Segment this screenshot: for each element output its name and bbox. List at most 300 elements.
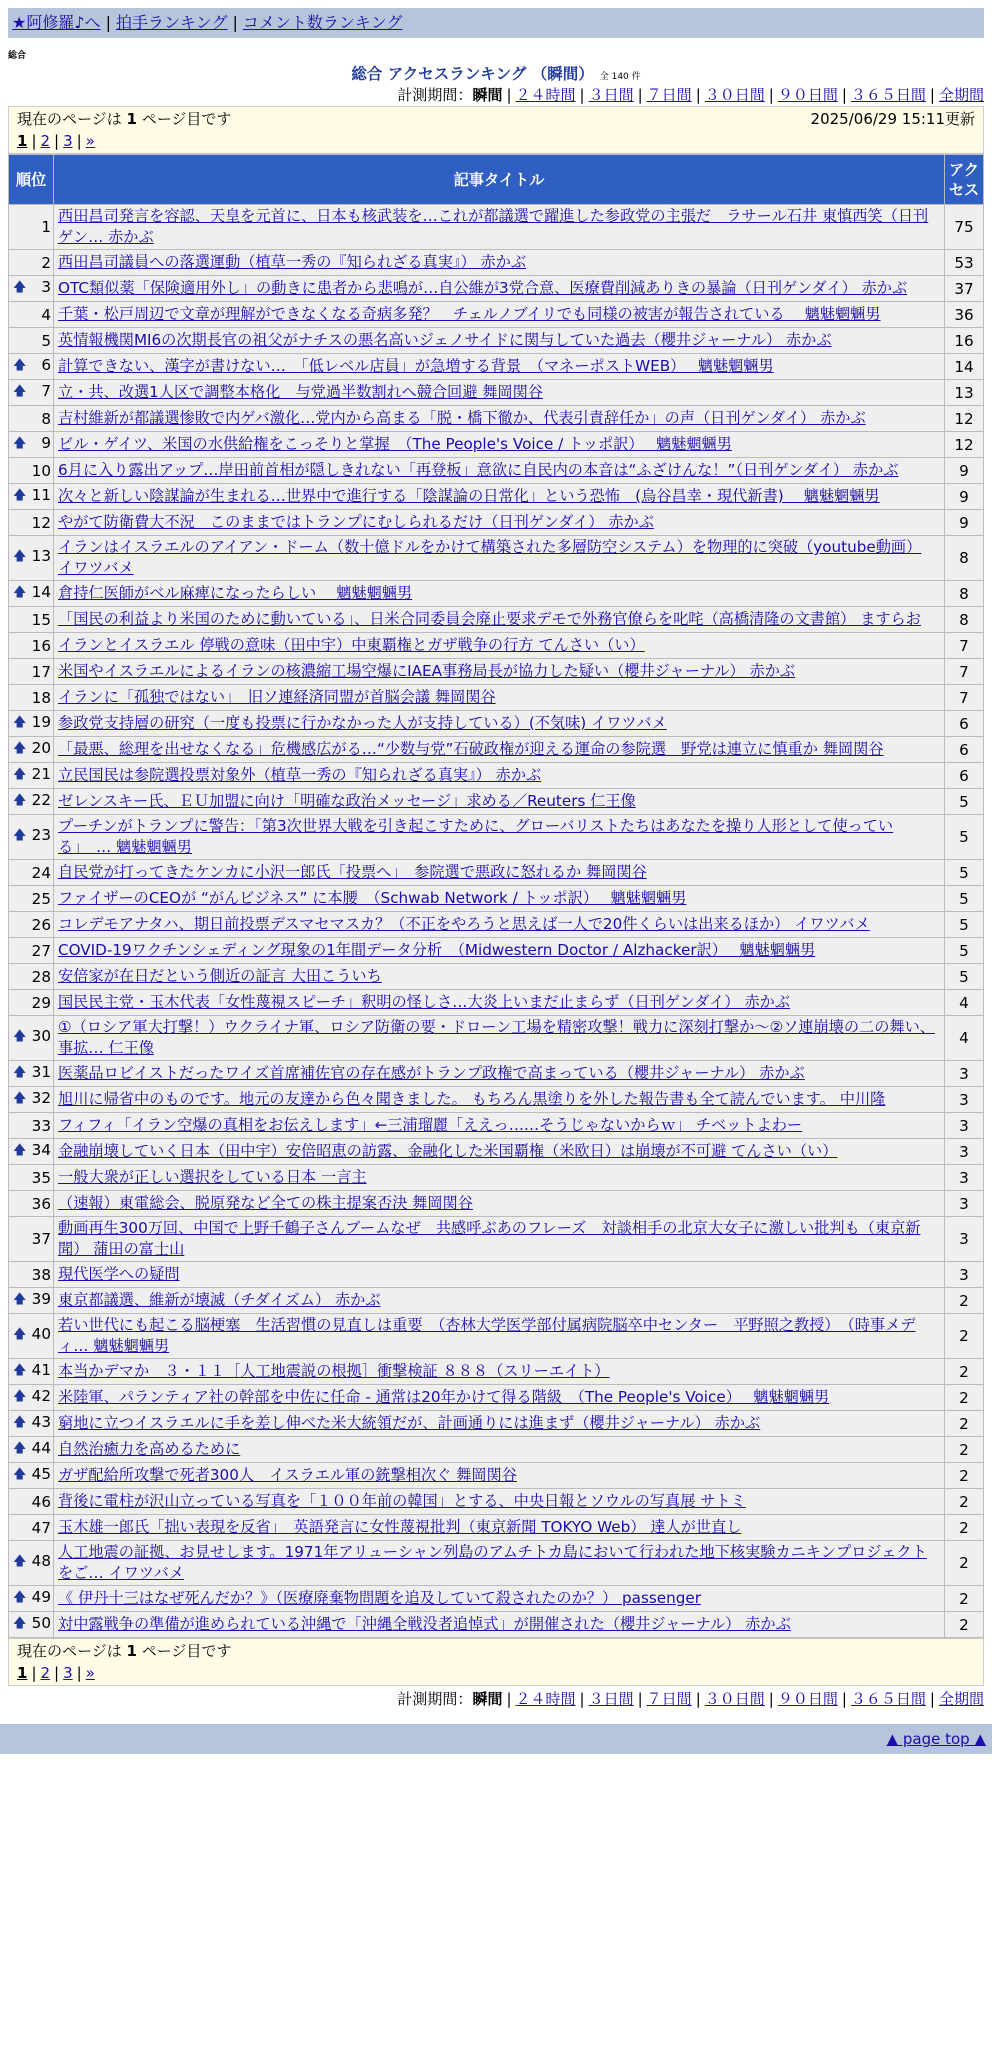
access-count: 5 (945, 815, 984, 860)
article-link[interactable]: 倉持仁医師がベル麻痺になったらしい 魑魅魍魎男 (58, 584, 413, 602)
title-cell (54, 860, 945, 886)
access-header: アクセス (945, 155, 984, 205)
article-link[interactable]: 人工地震の証拠、お見せします。1971年アリューシャン列島のアムチトカ島において行われた地下核実験カニキンプロジェクトをご… イワツバメ (58, 1543, 927, 1582)
article-link[interactable]: 《 伊丹十三はなぜ死んだか？》（医療廃棄物問題を追及していて殺されたのか？） passenger (58, 1589, 701, 1607)
article-link[interactable]: 玉木雄一郎氏「拙い表現を反省」 英語発言に女性蔑視批判（東京新聞 TOKYO Web） 達人が世直し (58, 1518, 742, 1536)
rank-number: 5 (41, 331, 51, 350)
access-count: 13 (945, 380, 984, 406)
article-link[interactable]: 現代医学への疑問 (58, 1265, 180, 1283)
period-option[interactable]: ２４時間 (515, 86, 576, 104)
table-row (9, 380, 984, 406)
page-top-link[interactable]: ▲ page top ▲ (886, 1730, 986, 1748)
up-arrow-icon: 🡅 (13, 828, 27, 843)
rank-cell (9, 328, 54, 354)
access-count: 5 (945, 964, 984, 990)
rank-number: 40 (31, 1325, 51, 1343)
rank-cell (9, 990, 54, 1016)
rank-number: 9 (41, 433, 51, 452)
period-sep: | (929, 1690, 935, 1708)
up-arrow-icon: 🡅 (13, 487, 27, 503)
article-link[interactable]: 自然治癒力を高めるために (58, 1440, 241, 1458)
period-sep: | (841, 1690, 847, 1708)
article-link[interactable]: プーチンがトランプに警告：「第3次世界大戦を引き起こすために、グローバリストたちはあなたを操り人形として使っている」 … 魑魅魍魎男 (58, 817, 894, 856)
page-sep: | (76, 1664, 82, 1682)
period-sep: | (695, 1690, 701, 1708)
period-selector-bottom (8, 1688, 984, 1710)
period-option[interactable]: ３０日間 (704, 86, 765, 104)
title-cell (54, 1016, 945, 1061)
article-link[interactable]: 米国やイスラエルによるイランの核濃縮工場空爆にIAEA事務局長が協力した疑い（櫻井ジャーナル） 赤かぶ (58, 662, 796, 680)
next-page-link[interactable]: » (85, 132, 95, 150)
rank-number: 32 (31, 1088, 51, 1107)
rank-cell (9, 510, 54, 536)
table-row (9, 1463, 984, 1489)
article-link[interactable]: ファイザーのCEOが “がんビジネス” に本腰 （Schwab Network / トッポ訳） 魑魅魍魎男 (58, 889, 687, 907)
next-page-link[interactable]: » (85, 1664, 95, 1682)
title-cell (54, 815, 945, 860)
table-row (9, 205, 984, 250)
page-num: 1 (126, 110, 137, 128)
rank-number: 6 (41, 355, 51, 374)
period-option[interactable]: ２４時間 (515, 1690, 576, 1708)
updated-time: 2025/06/29 15:11更新 (810, 110, 975, 128)
article-link[interactable]: 6月に入り露出アップ…岸田前首相が隠しきれない「再登板」意欲に自民内の本音は“ふざけんな！”（日刊ゲンダイ） 赤かぶ (58, 461, 899, 479)
article-link[interactable]: コレデモアナタハ、期日前投票デスマセマスカ？（不正をやろうと思えば一人で20件くらいは出来るほか） イワツバメ (58, 915, 870, 933)
table-row (9, 250, 984, 276)
title-header: 記事タイトル (54, 155, 945, 205)
clap-ranking-link[interactable]: 拍手ランキング (115, 13, 228, 32)
page-suffix: ページ目です (136, 1642, 232, 1660)
period-sep: | (768, 1690, 774, 1708)
page-link[interactable]: 2 (40, 132, 51, 150)
period-sep: | (637, 86, 643, 104)
category-label: 総合 (8, 51, 27, 61)
rank-cell (9, 250, 54, 276)
article-link[interactable]: 自民党が打ってきたケンカに小沢一郎氏「投票へ」 参院選で悪政に怒れるか 舞岡関谷 (58, 863, 647, 881)
period-option[interactable]: ３０日間 (704, 1690, 765, 1708)
rank-cell (9, 581, 54, 607)
article-link[interactable]: 西田昌司議員への落選運動（植草一秀の『知られざる真実』） 赤かぶ (58, 253, 527, 271)
article-link[interactable]: 立・共、改選1人区で調整本格化 与党過半数割れへ競合回避 舞岡関谷 (58, 383, 543, 401)
period-option[interactable]: ３日間 (588, 86, 634, 104)
article-link[interactable]: 立民国民は参院選投票対象外（植草一秀の『知られざる真実』） 赤かぶ (58, 766, 542, 784)
rank-number: 18 (31, 688, 51, 707)
period-option[interactable]: ３６５日間 (850, 1690, 926, 1708)
access-count: 37 (945, 276, 984, 302)
title-cell (54, 1165, 945, 1191)
table-row (9, 1314, 984, 1359)
title-cell (54, 1061, 945, 1087)
page-link[interactable]: 3 (63, 1664, 73, 1682)
up-arrow-icon: 🡅 (13, 1362, 27, 1378)
top-nav (8, 8, 984, 38)
title-cell (54, 380, 945, 406)
rank-cell (9, 1411, 54, 1437)
rank-number: 41 (31, 1360, 51, 1379)
rank-cell (9, 1262, 54, 1288)
period-sep: | (579, 86, 585, 104)
table-row (9, 711, 984, 737)
nav-sep: | (232, 13, 238, 32)
period-selector (8, 84, 984, 106)
rank-number: 25 (31, 889, 51, 908)
table-row (9, 484, 984, 510)
period-option[interactable]: ７日間 (646, 1690, 692, 1708)
table-row (9, 1385, 984, 1411)
article-link[interactable]: イランはイスラエルのアイアン・ドーム（数十億ドルをかけて構築された多層防空システム）を物理的に突破（youtube動画） イワツバメ (58, 538, 922, 577)
article-link[interactable]: フィフィ「イラン空爆の真相をお伝えします」←三浦瑠麗「ええっ……そうじゃないからｗ」 チベットよわー (58, 1116, 803, 1134)
rank-cell (9, 1359, 54, 1385)
rank-cell (9, 380, 54, 406)
ranking-title: 総合 アクセスランキング （瞬間） (351, 65, 594, 83)
article-link[interactable]: 計算できない、漢字が書けない… 「低レベル店員」が急増する背景 （マネーポストWEB） 魑魅魍魎男 (58, 357, 774, 375)
up-arrow-icon: 🡅 (13, 714, 27, 730)
table-row (9, 789, 984, 815)
article-link[interactable]: OTC類似薬「保険適用外し」の動きに患者から悲鳴が…自公維が3党合意、医療費削減ありきの暴論（日刊ゲンダイ） 赤かぶ (58, 279, 908, 297)
rank-cell (9, 938, 54, 964)
table-row (9, 1217, 984, 1262)
period-sep: | (768, 86, 774, 104)
access-count: 8 (945, 607, 984, 633)
rank-number: 45 (31, 1464, 51, 1483)
table-row (9, 1087, 984, 1113)
article-link[interactable]: やがて防衛費大不況 このままではトランプにむしられるだけ（日刊ゲンダイ） 赤かぶ (58, 513, 654, 531)
period-option[interactable]: ３日間 (588, 1690, 634, 1708)
table-row (9, 581, 984, 607)
article-link[interactable]: 本当かデマか ３・１１［人工地震説の根拠］衝撃検証 ８８８（スリーエイト） (58, 1362, 610, 1380)
table-row (9, 990, 984, 1016)
access-count: 4 (945, 1016, 984, 1061)
rank-cell (9, 659, 54, 685)
rank-cell (9, 1515, 54, 1541)
period-current: 瞬間 (472, 86, 503, 104)
title-cell (54, 406, 945, 432)
rank-number: 37 (31, 1230, 51, 1248)
rank-number: 44 (31, 1438, 51, 1457)
article-link[interactable]: 国民民主党・玉木代表「女性蔑視スピーチ」釈明の怪しさ…大炎上いまだ止まらず（日刊ゲンダイ） 赤かぶ (58, 993, 791, 1011)
title-cell (54, 1612, 945, 1638)
article-link[interactable]: 動画再生300万回、中国で上野千鶴子さんブームなぜ 共感呼ぶあのフレーズ 対談相手の北京大女子に激しい批判も（東京新聞） 蒲田の富士山 (58, 1219, 921, 1258)
rank-cell (9, 1191, 54, 1217)
article-link[interactable]: COVID-19ワクチンシェディング現象の1年間データ分析 （Midwestern Doctor / Alzhacker訳） 魑魅魍魎男 (58, 941, 816, 959)
title-cell (54, 938, 945, 964)
access-count: 4 (945, 990, 984, 1016)
rank-number: 13 (31, 547, 51, 565)
rank-number: 1 (41, 218, 51, 236)
rank-number: 33 (31, 1116, 51, 1135)
rank-cell (9, 1385, 54, 1411)
comment-ranking-link[interactable]: コメント数ランキング (242, 13, 403, 32)
page-prefix: 現在のページは (17, 110, 127, 128)
access-count: 3 (945, 1061, 984, 1087)
period-option[interactable]: ３６５日間 (850, 86, 926, 104)
rank-number: 17 (31, 662, 51, 681)
article-link[interactable]: 東京都議選、維新が壊滅（チダイズム） 赤かぶ (58, 1291, 381, 1309)
rank-number: 38 (31, 1265, 51, 1284)
up-arrow-icon: 🡅 (13, 584, 27, 600)
page-num: 1 (126, 1642, 137, 1660)
article-link[interactable]: イランに「孤独ではない」 旧ソ連経済同盟が首脳会議 舞岡関谷 (58, 688, 496, 706)
access-count: 5 (945, 789, 984, 815)
page-sep: | (76, 132, 82, 150)
table-row (9, 1139, 984, 1165)
page-links (17, 1662, 975, 1684)
page-prefix: 現在のページは (17, 1642, 127, 1660)
article-link[interactable]: 金融崩壊していく日本（田中宇）安倍昭恵の訪露、金融化した米国覇権（米欧日）は崩壊が不可避 てんさい（い） (58, 1142, 838, 1160)
rank-cell (9, 815, 54, 860)
title-cell (54, 250, 945, 276)
article-link[interactable]: 若い世代にも起こる脳梗塞 生活習慣の見直しは重要 （杏林大学医学部付属病院脳卒中センター 平野照之教授） （時事メディ… 魑魅魍魎男 (58, 1316, 916, 1355)
rank-cell (9, 1087, 54, 1113)
period-option[interactable]: ９０日間 (777, 86, 838, 104)
table-row (9, 1061, 984, 1087)
rank-number: 20 (31, 738, 51, 757)
period-sep: | (695, 86, 701, 104)
pager-status (17, 1640, 975, 1662)
access-count: 7 (945, 659, 984, 685)
table-row (9, 510, 984, 536)
table-row (9, 1515, 984, 1541)
period-option[interactable]: 全期間 (938, 86, 984, 104)
article-link[interactable]: 西田昌司発言を容認、天皇を元首に、日本も核武装を…これが都議選で躍進した参政党の主張だ ラサール石井 東慎西笑（日刊ゲン… 赤かぶ (58, 207, 929, 246)
up-arrow-icon: 🡅 (13, 740, 27, 756)
period-sep: | (929, 86, 935, 104)
table-row (9, 1541, 984, 1586)
access-count: 3 (945, 1113, 984, 1139)
table-row (9, 1288, 984, 1314)
page-link[interactable]: 2 (40, 1664, 51, 1682)
rank-cell (9, 633, 54, 659)
rank-cell (9, 1586, 54, 1612)
rank-cell (9, 1139, 54, 1165)
rank-number: 50 (31, 1613, 51, 1632)
rank-number: 42 (31, 1386, 51, 1405)
period-sep: | (506, 1690, 512, 1708)
table-row (9, 633, 984, 659)
table-row (9, 1359, 984, 1385)
page-suffix: ページ目です (136, 110, 232, 128)
table-row (9, 406, 984, 432)
access-count: 16 (945, 328, 984, 354)
title-cell (54, 1191, 945, 1217)
title-cell (54, 763, 945, 789)
article-link[interactable]: 対中露戦争の準備が進められている沖縄で「沖縄全戦没者追悼式」が開催された（櫻井ジャーナル） 赤かぶ (58, 1615, 791, 1633)
access-count: 2 (945, 1463, 984, 1489)
rank-cell (9, 432, 54, 458)
article-link[interactable]: イランとイスラエル 停戦の意味（田中宇）中東覇権とガザ戦争の行方 てんさい（い） (58, 636, 645, 654)
title-cell (54, 912, 945, 938)
rank-cell (9, 912, 54, 938)
rank-cell (9, 205, 54, 250)
title-cell (54, 1288, 945, 1314)
rank-cell (9, 276, 54, 302)
table-row (9, 1586, 984, 1612)
table-row (9, 1411, 984, 1437)
table-row (9, 1191, 984, 1217)
title-cell (54, 328, 945, 354)
title-cell (54, 302, 945, 328)
ranking-table (8, 154, 984, 1638)
article-link[interactable]: 千葉・松戸周辺で文章が理解ができなくなる奇病多発？ チェルノブイリでも同様の被害が報告されている 魑魅魍魎男 (58, 305, 881, 323)
rank-number: 30 (31, 1027, 51, 1045)
table-row (9, 659, 984, 685)
title-cell (54, 1586, 945, 1612)
rank-cell (9, 763, 54, 789)
period-sep: | (637, 1690, 643, 1708)
title-cell (54, 886, 945, 912)
table-row (9, 458, 984, 484)
access-count: 14 (945, 354, 984, 380)
article-link[interactable]: ①（ロシア軍大打撃！）ウクライナ軍、ロシア防衛の要・ドローン工場を精密攻撃！戦力に深刻打撃か～②ソ連崩壊の二の舞い、事拡… 仁王像 (58, 1018, 935, 1057)
rank-number: 36 (31, 1194, 51, 1213)
rank-cell (9, 964, 54, 990)
rank-cell (9, 536, 54, 581)
title-cell (54, 1437, 945, 1463)
article-link[interactable]: 旭川に帰省中のものです。地元の友達から色々聞きました。 もちろん黒塗りを外した報告書も全て読んでいます。 中川隆 (58, 1090, 886, 1108)
access-count: 6 (945, 711, 984, 737)
up-arrow-icon: 🡅 (13, 279, 27, 295)
rank-cell (9, 458, 54, 484)
access-count: 2 (945, 1586, 984, 1612)
rank-number: 35 (31, 1168, 51, 1187)
table-row (9, 536, 984, 581)
access-count: 36 (945, 302, 984, 328)
page-sep: | (31, 1664, 37, 1682)
period-option[interactable]: ７日間 (646, 86, 692, 104)
rank-cell (9, 1061, 54, 1087)
period-sep: | (841, 86, 847, 104)
rank-number: 2 (41, 253, 51, 272)
article-link[interactable]: 米陸軍、パランティア社の幹部を中佐に任命 - 通常は20年かけて得る階級 （The People's Voice） 魑魅魍魎男 (58, 1388, 830, 1406)
table-row (9, 737, 984, 763)
rank-number: 49 (31, 1587, 51, 1606)
up-arrow-icon: 🡅 (13, 1142, 27, 1158)
article-link[interactable]: ゼレンスキー氏、ＥＵ加盟に向け「明確な政治メッセージ」求める／Reuters 仁王像 (58, 792, 636, 810)
title-cell (54, 789, 945, 815)
title-cell (54, 354, 945, 380)
article-link[interactable]: 安倍家が在日だという側近の証言 大田こういち (58, 967, 382, 985)
article-link[interactable]: 背後に電柱が沢山立っている写真を「１００年前の韓国」とする、中央日報とソウルの写真展 サトミ (58, 1492, 746, 1510)
access-count: 3 (945, 1165, 984, 1191)
table-row (9, 354, 984, 380)
rank-number: 21 (31, 764, 51, 783)
title-cell (54, 711, 945, 737)
title-cell (54, 1385, 945, 1411)
period-sep: | (579, 1690, 585, 1708)
rank-number: 47 (31, 1518, 51, 1537)
access-count: 12 (945, 432, 984, 458)
access-count: 2 (945, 1612, 984, 1638)
access-count: 7 (945, 685, 984, 711)
rank-number: 4 (41, 305, 51, 324)
title-cell (54, 990, 945, 1016)
rank-cell (9, 737, 54, 763)
rank-cell (9, 1612, 54, 1638)
access-count: 5 (945, 860, 984, 886)
period-current: 瞬間 (472, 1690, 503, 1708)
up-arrow-icon: 🡅 (13, 435, 27, 451)
table-row (9, 1113, 984, 1139)
article-link[interactable]: 参政党支持層の研究（一度も投票に行かなかった人が支持している）(不気味) イワツバメ (58, 714, 667, 732)
rank-number: 14 (31, 582, 51, 601)
rank-number: 8 (41, 409, 51, 428)
rank-cell (9, 1463, 54, 1489)
page-sep: | (54, 1664, 60, 1682)
access-count: 2 (945, 1541, 984, 1586)
access-count: 3 (945, 1139, 984, 1165)
table-row (9, 432, 984, 458)
article-link[interactable]: 一般大衆が正しい選択をしている日本 一言主 (58, 1168, 367, 1186)
article-link[interactable]: ガザ配給所攻撃で死者300人 イスラエル軍の銃撃相次ぐ 舞岡関谷 (58, 1466, 517, 1484)
article-link[interactable]: （速報）東電総会、脱原発など全ての株主提案否決 舞岡関谷 (58, 1194, 473, 1212)
access-count: 6 (945, 763, 984, 789)
table-row (9, 964, 984, 990)
article-link[interactable]: 次々と新しい陰謀論が生まれる…世界中で進行する「陰謀論の日常化」という恐怖 (烏谷昌幸・現代新書) 魑魅魍魎男 (58, 487, 880, 505)
table-row (9, 1016, 984, 1061)
rank-number: 34 (31, 1140, 51, 1159)
rank-cell (9, 860, 54, 886)
page-title (8, 64, 984, 84)
article-link[interactable]: 英情報機関MI6の次期長官の祖父がナチスの悪名高いジェノサイドに関与していた過去（櫻井ジャーナル） 赤かぶ (58, 331, 832, 349)
article-link[interactable]: 窮地に立つイスラエルに手を差し伸べた米大統領だが、計画通りには進まず（櫻井ジャーナル） 赤かぶ (58, 1414, 761, 1432)
rank-number: 19 (31, 712, 51, 731)
table-row (9, 912, 984, 938)
access-count: 2 (945, 1385, 984, 1411)
title-cell (54, 1217, 945, 1262)
article-link[interactable]: 吉村維新が都議選惨敗で内ゲバ激化…党内から高まる「脱・橋下徹か、代表引責辞任か」の声（日刊ゲンダイ） 赤かぶ (58, 409, 866, 427)
table-row (9, 1612, 984, 1638)
article-link[interactable]: 医薬品ロビイストだったワイズ首席補佐官の存在感がトランプ政権で高まっている（櫻井ジャーナル） 赤かぶ (58, 1064, 805, 1082)
rank-number: 29 (31, 993, 51, 1012)
title-cell (54, 1262, 945, 1288)
bottom-bar (0, 1724, 992, 1754)
article-link[interactable]: ビル・ゲイツ、米国の水供給権をこっそりと掌握 （The People's Voice / トッポ訳） 魑魅魍魎男 (58, 435, 732, 453)
period-option[interactable]: 全期間 (938, 1690, 984, 1708)
access-count: 5 (945, 912, 984, 938)
period-label: 計測期間： (397, 86, 473, 104)
up-arrow-icon: 🡅 (13, 357, 27, 373)
page-link[interactable]: 3 (63, 132, 73, 150)
period-sep: | (506, 86, 512, 104)
access-count: 9 (945, 484, 984, 510)
rank-number: 48 (31, 1552, 51, 1570)
period-option[interactable]: ９０日間 (777, 1690, 838, 1708)
table-row (9, 763, 984, 789)
up-arrow-icon: 🡅 (13, 549, 27, 564)
article-link[interactable]: 「最悪、総理を出せなくなる」危機感広がる…“少数与党”石破政権が迎える運命の参院選 野党は連立に慎重か 舞岡関谷 (58, 740, 884, 758)
rank-cell (9, 302, 54, 328)
access-count: 2 (945, 1437, 984, 1463)
access-count: 8 (945, 536, 984, 581)
home-link[interactable]: ★阿修羅♪へ (12, 13, 101, 32)
page-status-text (17, 108, 231, 130)
access-count: 53 (945, 250, 984, 276)
title-cell (54, 1314, 945, 1359)
table-row (9, 1165, 984, 1191)
table-row (9, 685, 984, 711)
rank-number: 16 (31, 636, 51, 655)
access-count: 12 (945, 406, 984, 432)
rank-cell (9, 789, 54, 815)
up-arrow-icon: 🡅 (13, 1466, 27, 1482)
up-arrow-icon: 🡅 (13, 1589, 27, 1605)
table-row (9, 607, 984, 633)
title-cell (54, 1359, 945, 1385)
rank-number: 3 (41, 277, 51, 296)
rank-number: 7 (41, 381, 51, 400)
article-link[interactable]: 「国民の利益より米国のために動いている」、日米合同委員会廃止要求デモで外務官僚らを叱咤（高橋清隆の文書館） ますらお (58, 610, 921, 628)
access-count: 3 (945, 1217, 984, 1262)
